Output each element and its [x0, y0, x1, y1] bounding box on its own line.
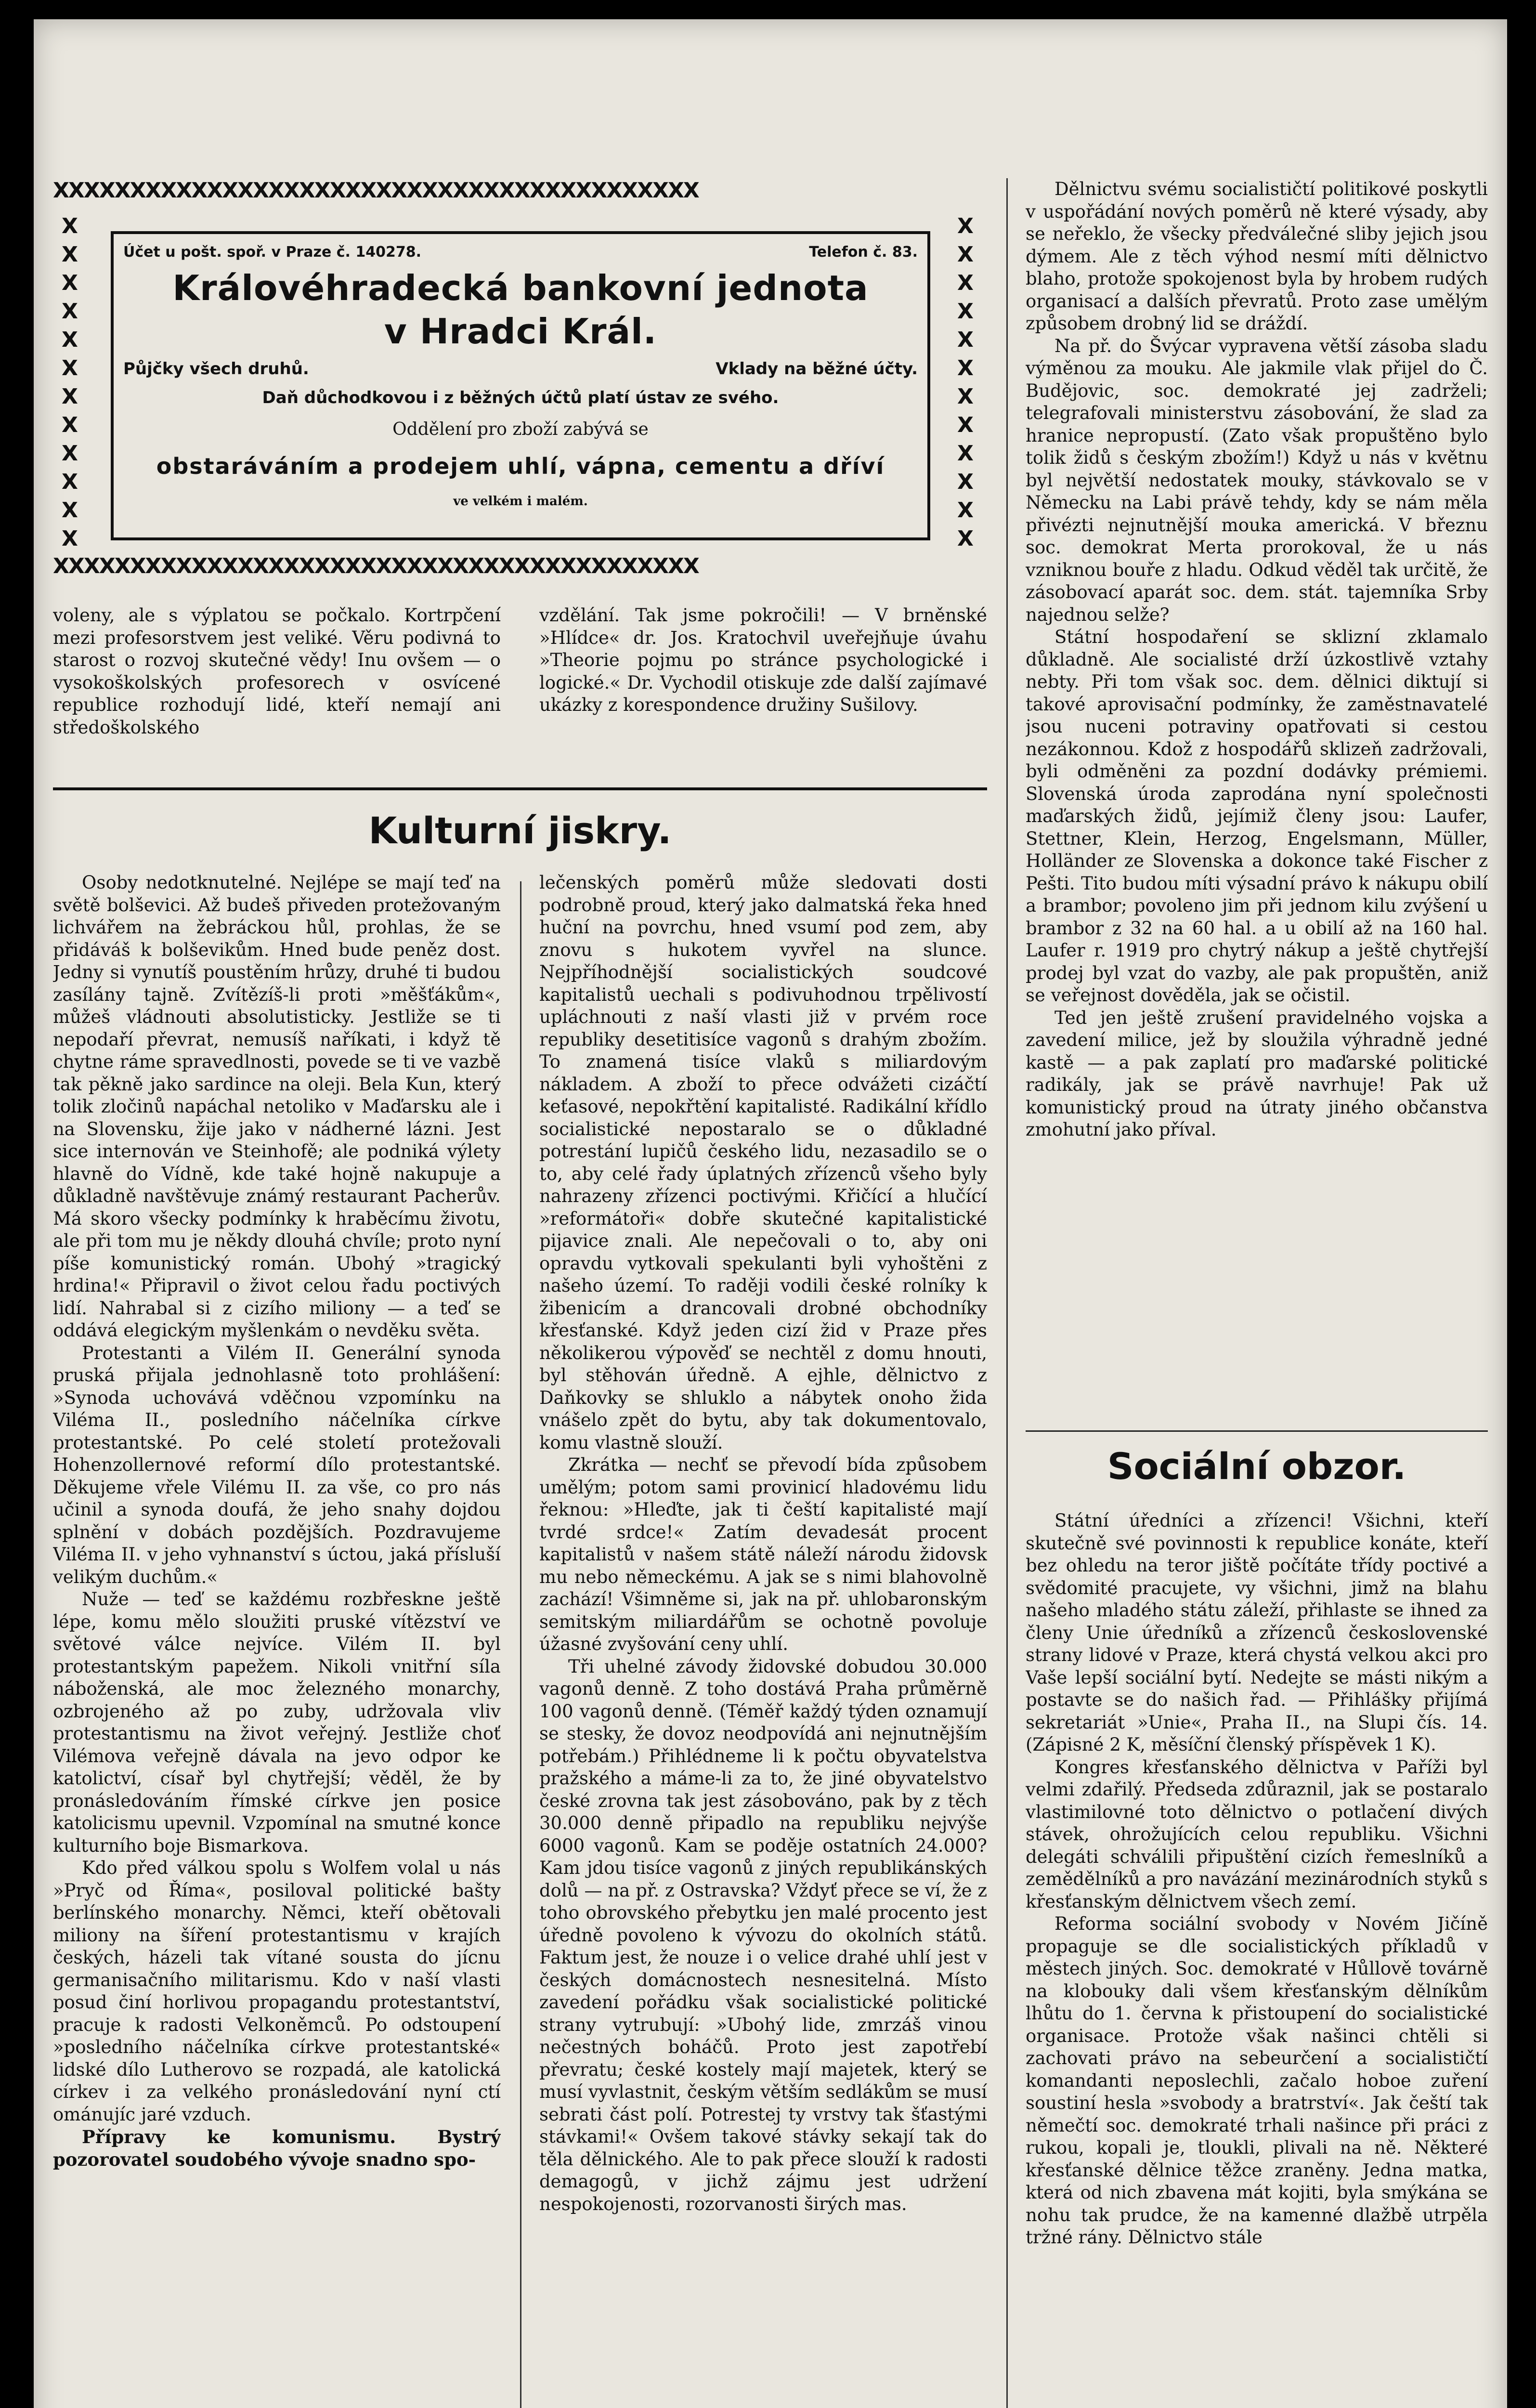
paragraph: Osoby nedotknutelné. Nejlépe se mají teď na světě bolševici. Až budeš přiveden protežovaným lichvářem na žebráckou hůl, prohlas, že se přidáváš k bolševikům. Hned bude peněz dost. Jedny si vynutíš poustěním hrůzy, druhé ti budou zasílány tajně. Zvítězíš-li proti »měšťákům«, můžeš vládnouti absolutisticky. Jestliže se ti nepodaří převrat, nemusíš naříkati, i když tě chytne ráme spravedlnosti, povede se ti ve vazbě tak pěkně jako sardince na oleji. Bela Kun, který tolik zločinů napáchal netoliko v Maďarsku ale i na Slovensku, žije jako v nádherné lázni. Jest sice internován ve Steinhofě; ale podniká výlety hlavně do Vídně, kde také hojně nakupuje a důkladně navštěvuje známý restaurant Pacherův. Má skoro všecky podmínky k hraběcímu životu, ale při tom mu je někdy dlouhá chvíle; proto nyní píše komunistický román. Ubohý »tragický hrdina!« Připravil o život celou řadu poctivých lidí. Nahrabal si z cizího miliony — a teď se oddává elegickým myšlenkám o nevděku světa.: [53, 872, 501, 1341]
section-divider-right: [1026, 1430, 1488, 1432]
ad-scale: ve velkém i malém.: [453, 494, 588, 509]
col2-top-paragraph: vzdělání. Tak jsme pokročili! — V brněnské »Hlídce« dr. Jos. Kratochvil uveřejňuje úvahu »Theorie pojmu po stránce psychologické i logické.« Dr. Vychodil otiskuje zde další zajímavé ukázky z korespondence družiny Sušilovy.: [539, 605, 987, 715]
paragraph: Na př. do Švýcar vypravena větší zásoba sladu výměnou za mouku. Ale jakmile vlak přijel do Č. Budějovic, soc. demokraté jej zadrželi; telegrafovali ministerstvu zásobování, že slad za hranice nepropustí. (Zato však propuštěno bylo tolik židů s českým zbožím!) Když u nás v květnu byl největší nedostatek mouky, stávkovalo se v Německu na Labi právě tehdy, kdy se nám měla přivézti nejnutnější mouka americká. V březnu soc. demokrat Merta prorokoval, že u nás vzniknou bouře z hladu. Odkud věděl tak určitě, že zásobovací aparát soc. dem. stát. tajemníka Srby najednou selže?: [1026, 335, 1488, 625]
ad-services-line: [123, 359, 918, 379]
paragraph: Dělnictvu svému socialističtí politikové poskytli v uspořádání nových poměrů ně které výsady, aby se neřeklo, že všecky předválečné sliby jejich jsou dýmem. Ale z těch výhod nesmí míti dělnictvo blaho, protože spokojenost byla by hrobem rudých organisací a dalších převratů. Proto zase umělým způsobem drobný lid se dráždí.: [1026, 179, 1488, 334]
ad-header-line: [123, 244, 918, 261]
paragraph: Státní hospodaření se sklizní zklamalo důkladně. Ale socialisté drží úzkostlivě vztahy nebty. Při tom však soc. dem. dělnici diktují si takové aprovisační podmínky, že zaměstnavatelé jsou nuceni potraviny opatřovati si cestou nezákonnou. Kdož z hospodářů sklizeň zadržovali, byli odměněni za pozdní dodávky prémiemi. Slovenská úroda zaprodána nyní společnosti maďarských židů, jejímiž členy jsou: Laufer, Stettner, Klein, Herzog, Engelsmann, Müller, Holländer ze Slovenska a dokonce také Fischer z Pešti. Tito budou míti výsadní právo k nákupu obilí a brambor; povoleno jim při jednom kilu zvýšení u brambor z 32 na 60 hal. a u obilí až na 160 hal. Laufer r. 1919 pro chytrý nákup a ještě chytřejší prodej byl vzat do vazby, ale pak propuštěn, aniž se veřejnost dověděla, jak se očistil.: [1026, 627, 1488, 1006]
paragraph: lečenských poměrů může sledovati dosti podrobně proud, který jako dalmatská řeka hned huční na povrchu, hned vsumí pod zem, aby znovu s hukotem vyvřel na slunce. Nejpříhodnější socialistických soudcové kapitalistů uechali s podivuhodnou trpělivostí upláchnouti z naší vlasti již v prvém roce republiky desetitisíce vagonů s drahým zbožím. To znamená tisíce vlaků s miliardovým nákladem. A zboží to přece odvážeti cizáčtí keťasové, nepokřtění kapitalisté. Radikální křídlo socialistické nepostaralo se o důkladné potrestání lupičů českého lidu, nezasadilo se o to, aby celé řady úplatných zřízenců všeho byly nahrazeny zřízenci poctivými. Křičící a hlučící »reformátoři« dobře skutečné kapitalistické pijavice znali. Ale nepečovali o to, aby oni opravdu vytkovali spekulanti byli vyhoštěni z našeho území. To raději vodili české rolníky k žibenicím a drancovali drobné obchodníky křesťanské. Když jeden cizí žid v Praze přes několikerou výpověď se nechtěl z domu hnouti, byl stěhován úředně. A ejhle, dělnictvo z Daňkovky se shluklo a nábytek onoho žida vnášelo zpět do bytu, aby tak dokumentovalo, komu vlastně slouží.: [539, 872, 987, 1453]
col1-top-text: [53, 604, 501, 783]
kulturni-col1: [53, 872, 501, 2408]
col2-top-text: [539, 604, 987, 783]
paragraph: Kdo před válkou spolu s Wolfem volal u nás »Pryč od Říma«, posiloval politické bašty berlínského monarchy. Němci, kteří obětovali miliony na šíření protestantismu v krajích českých, házeli tak vítané sousta do jícnu germanisačního militarismu. Kdo v naší vlasti posud činí horlivou propagandu protestantství, pracuje k radosti Velkoněmců. Po odstoupení »posledního náčelníka církve protestantské« lidské dílo Lutherovo se rozpadá, ale katolická církev i za velkého pronásledování nyní ctí ománujíc jaré vzduch.: [53, 1858, 501, 2125]
ad-border-right: X X X X X X X X X X X X: [957, 214, 974, 551]
kulturni-col2: [539, 872, 987, 2408]
bank-advertisement: [53, 178, 982, 588]
paragraph: Kongres křesťanského dělnictva v Paříži byl velmi zdařilý. Předseda zdůraznil, jak se postaralo vlastimilovné toto dělnictvo o potlačení divých stávek, ohrožujících celou republiku. Všichni delegáti schválili připuštění cizích řemeslníků a zemědělníků a pro navázání mezinárodních styků s křesťanským dělnictvem všech zemí.: [1026, 1756, 1488, 1912]
column-rule-2: [1006, 178, 1008, 2408]
ad-border-top: XXXXXXXXXXXXXXXXXXXXXXXXXXXXXXXXXXXXXXXXXX: [53, 178, 699, 203]
paragraph: Ted jen ještě zrušení pravidelného vojska a zavedení milice, jež by sloužila výhradně jedné kastě — a pak zaplatí pro maďarské politické radikály, jak se právě navrhuje! Pak už komunistický proud na útraty jiného občanstva zmohutní jako příval.: [1026, 1007, 1488, 1140]
socialni-obzor-heading: Sociální obzor.: [1107, 1445, 1406, 1488]
col3-top-text: [1026, 178, 1488, 1411]
ad-materials: obstaráváním a prodejem uhlí, vápna, cementu a dříví: [156, 453, 885, 479]
paragraph: Tři uhelné závody židovské dobudou 30.000 vagonů denně. Z toho dostává Praha průměrně 100 vagonů denně. (Téměř každý týden oznamují se stesky, že dovoz neodpovídá ani nejnutnějším potřebám.) Přihlédneme li k počtu obyvatelstva pražského a máme-li za to, že jiné obyvatelstvo české zrovna tak jest zásobováno, pak by z těch 30.000 denně připadlo na republiku nejvýše 6000 vagonů. Kam se poděje ostatních 24.000? Kam jdou tisíce vagonů z jiných republikánských dolů — na př. z Ostravska? Vždyť přece se ví, že z toho obrovského přebytku jen malé procento jest úředně povoleno k vývozu do okolních států. Faktum jest, že nouze i o velice drahé uhlí jest v českých domácnostech nesnesitelná. Místo zavedení pořádku však socialistické politické strany vytrubují: »Ubohý lide, zmrzáš vinou nečestných boháčů. Proto jest zapotřebí převratu; české kostely mají majetek, který se musí vyvlastnit, českým větším sedlákům se musí sebrati část polí. Potrestej ty vrstvy tak šťastými stávkami!« Ovšem takové stávky sekají tak do těla dělnického. Ale to pak přece slouží k radosti demagogů, v jichž zájmu jest udržení nespokojenosti, rozorvanosti širých mas.: [539, 1656, 987, 2214]
newspaper-page: [34, 19, 1507, 2408]
paragraph: Státní úředníci a zřízenci! Všichni, kteří skutečně své povinnosti k republice konáte, kteří bez ohledu na teror jiště počítáte třídy poctivé a svědomité pracujete, vy všichni, jimž na blahu našeho mladého státu záleží, přihlaste se ihned za členy Unie úředníků a zřízenců československé strany lidové v Praze, která chystá velkou akci pro Vaše lepší sociální bytí. Nedejte se másti nikým a postavte se do našich řad. — Přihlášky přijímá sekretariát »Unie«, Praha II., na Slupi čís. 14. (Zápisné 2 K, měsíční členský příspěvek 1 K).: [1026, 1510, 1488, 1755]
ad-border-left: X X X X X X X X X X X X: [62, 214, 78, 551]
section-divider: [53, 787, 987, 790]
column-rule-1: [520, 881, 521, 2408]
ad-phone: Telefon č. 83.: [809, 244, 918, 261]
ad-bank-name: Královéhradecká bankovní jednota: [172, 268, 869, 308]
ad-border-bottom: XXXXXXXXXXXXXXXXXXXXXXXXXXXXXXXXXXXXXXXXXX: [53, 554, 699, 578]
paragraph: Nuže — teď se každému rozbřeskne ještě lépe, komu mělo sloužiti pruské vítězství ve světové válce nejvíce. Vilém II. byl protestantským papežem. Nikoli vnitřní síla náboženská, ale moc železného monarchy, ozbrojeného až po zuby, udržovala vliv protestantismu na život veřejný. Jestliže choť Vilémova veřejně dávala na jevo odpor ke katolictví, císař byl chytřejší; věděl, že by pronásledováním římské církve jen posice katolicismu upevnil. Vzpomínal na smutné konce kulturního boje Bismarkova.: [53, 1589, 501, 1856]
col3-bottom-text: [1026, 1510, 1488, 2408]
paragraph: Protestanti a Vilém II. Generální synoda pruská přijala jednohlasně toto prohlášení: »Synoda uchovává vděčnou vzpomínku na Viléma II., posledního náčelníka církve protestantské. Po celé století protežovali Hohenzollernové reformí dílo protestantské. Děkujeme vřele Vilému II. za vše, co pro nás učinil a synoda doufá, že jeho snahy dojdou splnění v dobách pozdějších. Pozdravujeme Viléma II. v jeho vyhnanství s úctou, jaká přísluší velikým duchům.«: [53, 1342, 501, 1587]
ad-bank-city: v Hradci Král.: [384, 311, 657, 352]
col1-top-paragraph: voleny, ale s výplatou se počkalo. Kortrpčení mezi profesorstvem jest veliké. Věru podivná to starost o rozvoj skutečné vědy! Inu ovšem — o vysokoškolských profesorech v osvícené republice rozhodují lidé, kteří nemají ani středoškolského: [53, 605, 501, 738]
kulturni-jiskry-heading: Kulturní jiskry.: [368, 809, 672, 852]
ad-department: Oddělení pro zboží zabývá se: [392, 419, 649, 439]
ad-deposits: Vklady na běžné účty.: [716, 359, 918, 379]
paragraph: Reforma sociální svobody v Novém Jičíně propaguje se dle socialistických příkladů v městech jiných. Soc. demokraté v Hůllově továrně na klobouky dali všem křesťanským dělníkům lhůtu do 1. června k přistoupení do socialistické organisace. Protože však našinci chtěli si zachovati právo na sebeurčení a socialističtí komandanti neposlechli, začalo hoboe zuření soustiní hesla »svobody a bratrství«. Jak čeští tak němečtí soc. demokraté trhali našince při práci z rukou, kopali je, tloukli, plivali na ně. Některé křesťanské dělnice těžce zraněny. Jedna matka, která od nich zbavena mát kojiti, byla smýkána se nohu tak prudce, že na kamenné dlažbě utrpěla tržné rány. Dělnictvo stále: [1026, 1913, 1488, 2248]
paragraph: Zkrátka — nechť se převodí bída způsobem umělým; potom sami provinicí hladovému lidu řeknou: »Hleďte, jak ti čeští kapitalisté mají tvrdé srdce!« Zatím devadesát procent kapitalistů v našem státě náleží národu židovsk mu nebo německému. A jak se s nimi blahovolně zachází! Všimněme si, jak na př. uhlobaronským semitským miliardářům se ochotně povoluje úžasné zvyšování ceny uhlí.: [539, 1454, 987, 1654]
ad-content-frame: [111, 231, 930, 540]
paragraph: Přípravy ke komunismu. Bystrý pozorovatel soudobého vývoje snadno spo-: [53, 2126, 501, 2170]
ad-account: Účet u pošt. spoř. v Praze č. 140278.: [123, 244, 422, 261]
ad-loans: Půjčky všech druhů.: [123, 359, 309, 379]
ad-tax: Daň důchodkovou i z běžných účtů platí ústav ze svého.: [262, 388, 779, 407]
